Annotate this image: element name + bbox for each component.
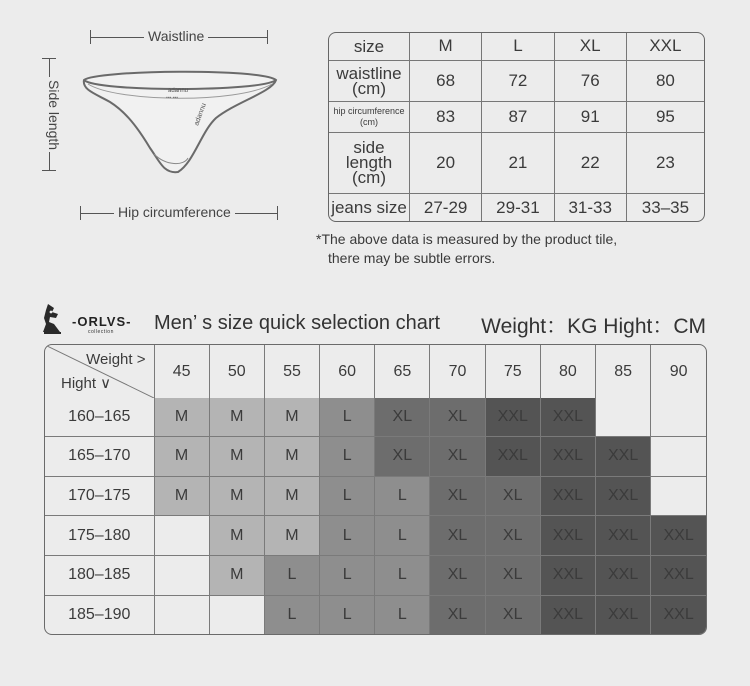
size-table-cell: 76 (554, 60, 626, 101)
height-range-cell: 160–165 (45, 398, 154, 437)
side-length-label: Side length (46, 80, 62, 151)
svg-text:adannu: adannu (193, 102, 208, 127)
size-measurement-table (328, 32, 705, 222)
size-recommendation-cell: XXL (540, 595, 595, 634)
size-recommendation-cell: XL (430, 437, 485, 477)
size-recommendation-cell (651, 476, 706, 516)
size-recommendation-cell: L (320, 398, 375, 437)
size-recommendation-cell: XL (430, 556, 485, 596)
size-recommendation-cell (596, 398, 651, 437)
weight-header-cell: 55 (264, 345, 319, 398)
height-row (45, 476, 706, 516)
briefs-illustration (76, 62, 282, 190)
size-table-row-label: side length (cm) (329, 132, 410, 193)
size-recommendation-cell: XXL (485, 437, 540, 477)
size-recommendation-cell: L (320, 595, 375, 634)
size-recommendation-cell (154, 595, 209, 634)
size-table-row (329, 102, 704, 133)
height-axis-label: Hight ∨ (61, 375, 112, 392)
size-recommendation-cell: XL (485, 595, 540, 634)
weight-header-cell: 85 (596, 345, 651, 398)
size-recommendation-cell: M (154, 398, 209, 437)
size-selection-chart (44, 344, 707, 635)
height-range-cell: 185–190 (45, 595, 154, 634)
height-row (45, 516, 706, 556)
size-table-row-label: hip circumference (cm) (329, 102, 410, 133)
size-recommendation-cell: M (209, 516, 264, 556)
height-row (45, 437, 706, 477)
size-recommendation-cell: L (375, 516, 430, 556)
size-recommendation-cell: L (320, 437, 375, 477)
size-table-cell: 20 (410, 132, 482, 193)
size-table-cell: 31-33 (554, 194, 626, 221)
corner-header-cell (45, 345, 154, 398)
size-recommendation-cell: XL (430, 476, 485, 516)
waistline-tick-right (267, 30, 268, 44)
weight-header-cell: 75 (485, 345, 540, 398)
size-recommendation-cell: XL (485, 556, 540, 596)
side-length-tick-bottom (42, 170, 56, 171)
size-table-row (329, 194, 704, 221)
size-recommendation-cell: M (209, 556, 264, 596)
size-recommendation-cell: XXL (596, 556, 651, 596)
size-table-cell: 22 (554, 132, 626, 193)
size-recommendation-cell (154, 516, 209, 556)
size-recommendation-cell: XXL (651, 516, 706, 556)
size-table-header-row (329, 33, 704, 60)
note-line-1: *The above data is measured by the product tile, (316, 231, 618, 247)
size-recommendation-cell: XL (430, 516, 485, 556)
size-recommendation-cell: XXL (596, 437, 651, 477)
size-recommendation-cell: XXL (540, 398, 595, 437)
size-table-cell: L (482, 33, 554, 60)
size-recommendation-cell: M (264, 437, 319, 477)
size-table-cell: 87 (482, 102, 554, 133)
height-range-cell: 170–175 (45, 476, 154, 516)
size-table-row (329, 132, 704, 193)
weight-header-cell: 90 (651, 345, 706, 398)
hip-tick-right (277, 206, 278, 220)
height-row (45, 595, 706, 634)
units-label: Weight：KG Hight：CM (481, 315, 706, 338)
size-recommendation-cell (651, 398, 706, 437)
size-recommendation-cell: M (209, 476, 264, 516)
size-recommendation-cell: M (154, 476, 209, 516)
size-recommendation-cell: XXL (596, 595, 651, 634)
size-recommendation-cell: L (375, 595, 430, 634)
size-recommendation-cell: L (320, 516, 375, 556)
size-recommendation-cell: XXL (540, 437, 595, 477)
size-recommendation-cell: XL (375, 437, 430, 477)
size-table-cell: 83 (410, 102, 482, 133)
size-recommendation-cell: XL (430, 398, 485, 437)
weight-header-cell: 70 (430, 345, 485, 398)
size-recommendation-cell: XL (485, 476, 540, 516)
hip-circumference-label: Hip circumference (114, 204, 235, 220)
size-recommendation-cell: L (264, 556, 319, 596)
size-recommendation-cell (651, 437, 706, 477)
size-recommendation-cell: XXL (540, 556, 595, 596)
size-recommendation-cell (154, 556, 209, 596)
height-row (45, 398, 706, 437)
svg-text:▪▪▪ ▪▪▪: ▪▪▪ ▪▪▪ (166, 95, 179, 101)
weight-header-cell: 65 (375, 345, 430, 398)
size-table-cell: 33–35 (626, 194, 704, 221)
chart-title: Men’ s size quick selection chart (154, 312, 441, 334)
size-recommendation-cell: L (375, 476, 430, 516)
size-table-cell: 68 (410, 60, 482, 101)
size-recommendation-cell: XXL (540, 476, 595, 516)
size-table-cell: 95 (626, 102, 704, 133)
height-range-cell: 180–185 (45, 556, 154, 596)
waistline-label: Waistline (144, 28, 208, 44)
svg-text:adannu: adannu (168, 88, 189, 94)
size-table-cell: 29-31 (482, 194, 554, 221)
brand-mascot-icon (40, 302, 66, 336)
size-recommendation-cell: XXL (651, 595, 706, 634)
height-range-cell: 165–170 (45, 437, 154, 477)
brand-sub: collection (88, 329, 114, 335)
size-recommendation-cell: XXL (596, 516, 651, 556)
weight-axis-label: Weight > (86, 351, 146, 368)
size-recommendation-cell: M (209, 437, 264, 477)
note-line-2: there may be subtle errors. (328, 250, 496, 266)
size-recommendation-cell: M (264, 476, 319, 516)
size-table-cell: 21 (482, 132, 554, 193)
size-table-cell: 27-29 (410, 194, 482, 221)
size-recommendation-cell: M (264, 516, 319, 556)
size-recommendation-cell: XL (375, 398, 430, 437)
size-table-row-label: size (329, 33, 410, 60)
size-table-cell: 91 (554, 102, 626, 133)
size-table-row-label: jeans size (329, 194, 410, 221)
height-row (45, 556, 706, 596)
weight-header-row (45, 345, 706, 398)
size-table-cell: 80 (626, 60, 704, 101)
size-recommendation-cell: M (154, 437, 209, 477)
weight-header-cell: 45 (154, 345, 209, 398)
size-table-cell: 23 (626, 132, 704, 193)
size-recommendation-cell: XXL (485, 398, 540, 437)
size-recommendation-cell: L (320, 476, 375, 516)
weight-header-cell: 80 (540, 345, 595, 398)
size-recommendation-cell: L (320, 556, 375, 596)
selection-chart-heading (40, 300, 710, 340)
size-table-row-label: waistline (cm) (329, 60, 410, 101)
height-range-cell: 175–180 (45, 516, 154, 556)
size-recommendation-cell (209, 595, 264, 634)
size-table-cell: XXL (626, 33, 704, 60)
size-recommendation-cell: L (264, 595, 319, 634)
measurement-note (316, 230, 617, 268)
size-recommendation-cell: XXL (540, 516, 595, 556)
weight-header-cell: 60 (320, 345, 375, 398)
size-table-cell: 72 (482, 60, 554, 101)
size-recommendation-cell: M (209, 398, 264, 437)
size-table-cell: XL (554, 33, 626, 60)
size-table-cell: M (410, 33, 482, 60)
size-recommendation-cell: XL (485, 516, 540, 556)
size-recommendation-cell: L (375, 556, 430, 596)
size-recommendation-cell: XXL (651, 556, 706, 596)
size-recommendation-cell: M (264, 398, 319, 437)
size-table-row (329, 60, 704, 101)
weight-header-cell: 50 (209, 345, 264, 398)
size-recommendation-cell: XL (430, 595, 485, 634)
size-recommendation-cell: XXL (596, 476, 651, 516)
brand-logo: -ORLVS- (72, 314, 132, 329)
